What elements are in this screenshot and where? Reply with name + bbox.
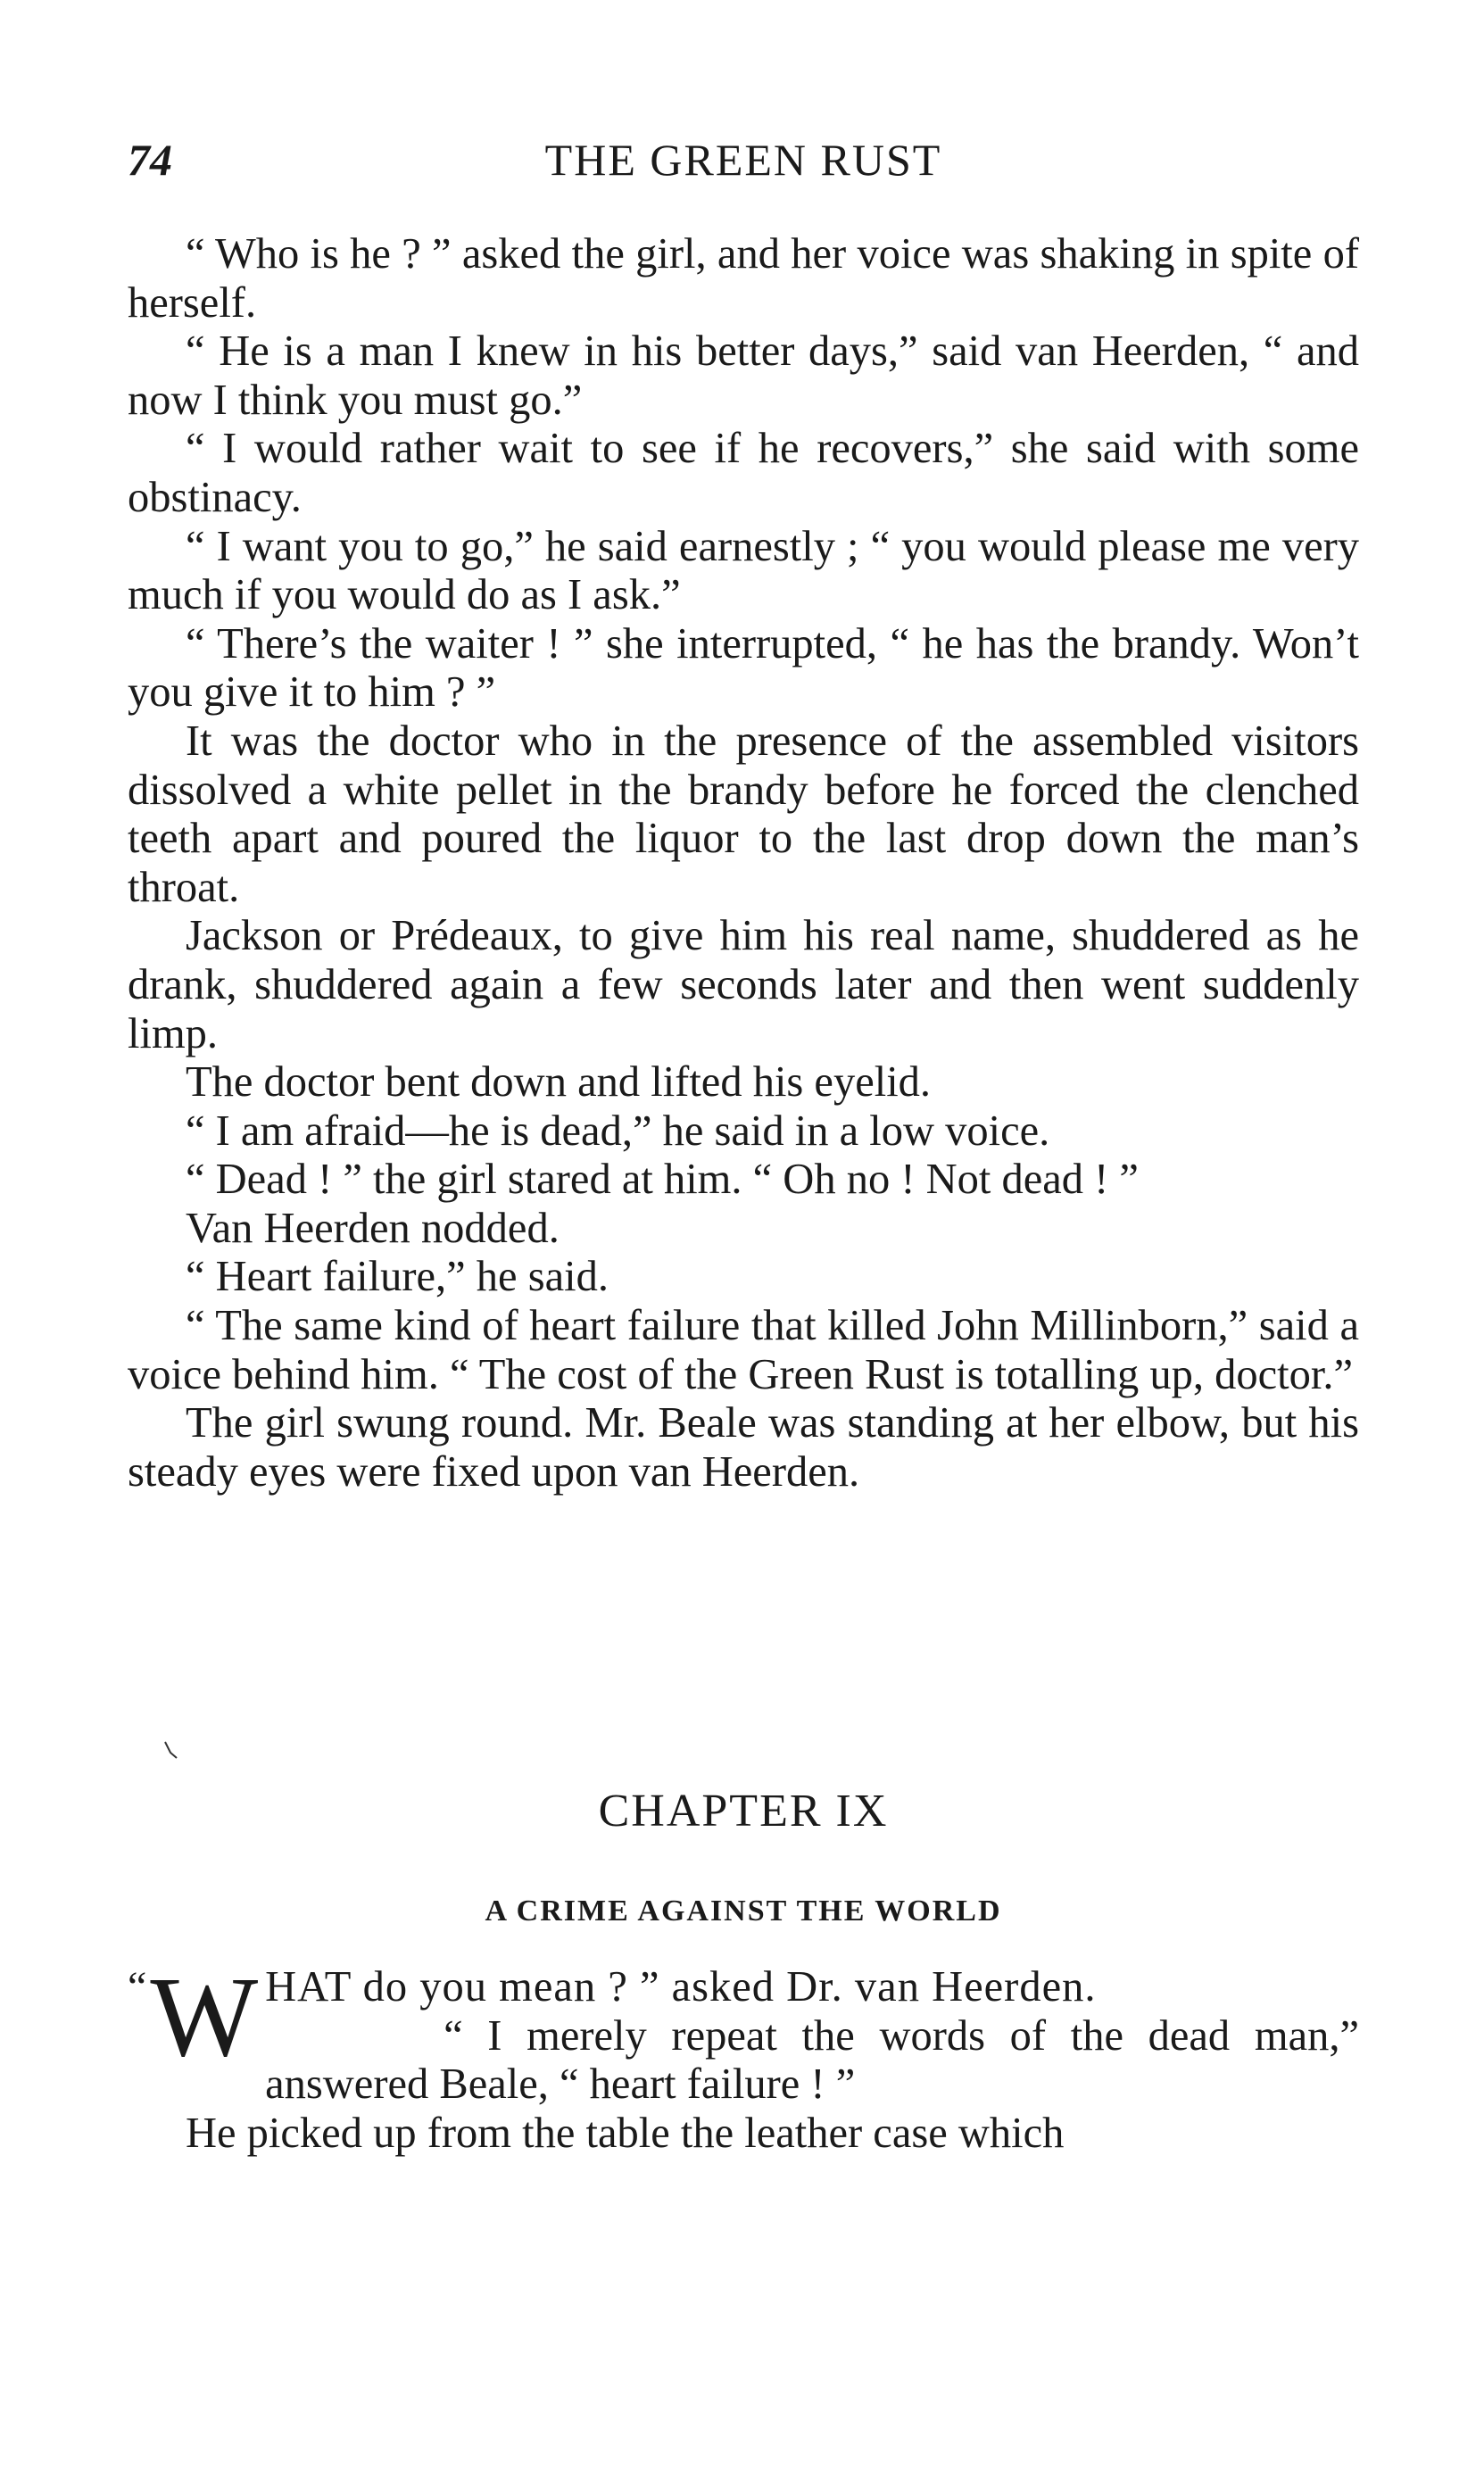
stray-ink-mark xyxy=(162,1740,180,1762)
dropcap-quote: “ xyxy=(128,1963,147,2011)
paragraph: Van Heerden nodded. xyxy=(186,1204,560,1252)
paragraph: “ Heart failure,” he said. xyxy=(186,1253,609,1301)
paragraph: “ I am afraid—he is dead,” he said in a low voice. xyxy=(186,1107,1050,1155)
chapter-subtitle: A CRIME AGAINST THE WORLD xyxy=(485,1894,1002,1928)
chapter-first-paragraph xyxy=(128,1953,1359,2110)
page-header xyxy=(128,134,1359,196)
paragraph: The doctor bent down and lifted his eyelid. xyxy=(186,1058,932,1107)
paragraph: “ There’s the waiter ! ” she interrupted, “ he has the brandy. Won’t you give it to him ? ” xyxy=(128,619,1359,717)
page-number: 74 xyxy=(128,135,172,185)
paragraph: He picked up from the table the leather case which xyxy=(186,2109,1065,2157)
paragraph: The girl swung round. Mr. Beale was standing at her elbow, but his steady eyes were fixed upon van Heerden. xyxy=(128,1399,1359,1496)
paragraph: It was the doctor who in the presence of the assembled visitors dissolved a white pellet in the brandy before he forced the clenched teeth apart and poured the liquor to the last drop down the man’s throat. xyxy=(128,717,1359,911)
paragraph: Jackson or Prédeaux, to give him his real name, shuddered as he drank, shuddered again a few seconds later and then went suddenly limp. xyxy=(128,912,1359,1057)
paragraph: “ He is a man I knew in his better days,” said van Heerden, “ and now I think you must go.” xyxy=(128,327,1359,424)
first-line-text: HAT do you mean ? ” asked Dr. van Heerden. xyxy=(265,1963,1097,2011)
body-text xyxy=(128,230,1359,1497)
running-title: THE GREEN RUST xyxy=(544,135,942,185)
chapter-text xyxy=(128,1953,1359,2158)
paragraph: “ I want you to go,” he said earnestly ; “ you would please me very much if you would do as I ask.” xyxy=(128,522,1359,619)
first-paragraph-continuation: “ I merely repeat the words of the dead man,” answered Beale, “ heart failure ! ” xyxy=(265,2011,1359,2109)
chapter-heading: CHAPTER IX xyxy=(598,1786,889,1836)
paragraph: “ The same kind of heart failure that killed John Millinborn,” said a voice behind him. “ The cost of the Green Rust is totalling up, doctor.” xyxy=(128,1302,1359,1398)
paragraph: “ Dead ! ” the girl stared at him. “ Oh no ! Not dead ! ” xyxy=(186,1156,1139,1204)
paragraph: “ Who is he ? ” asked the girl, and her voice was shaking in spite of herself. xyxy=(128,230,1359,327)
dropcap-letter: W xyxy=(150,1953,259,2080)
paragraph: “ I would rather wait to see if he recovers,” she said with some obstinacy. xyxy=(128,425,1359,521)
